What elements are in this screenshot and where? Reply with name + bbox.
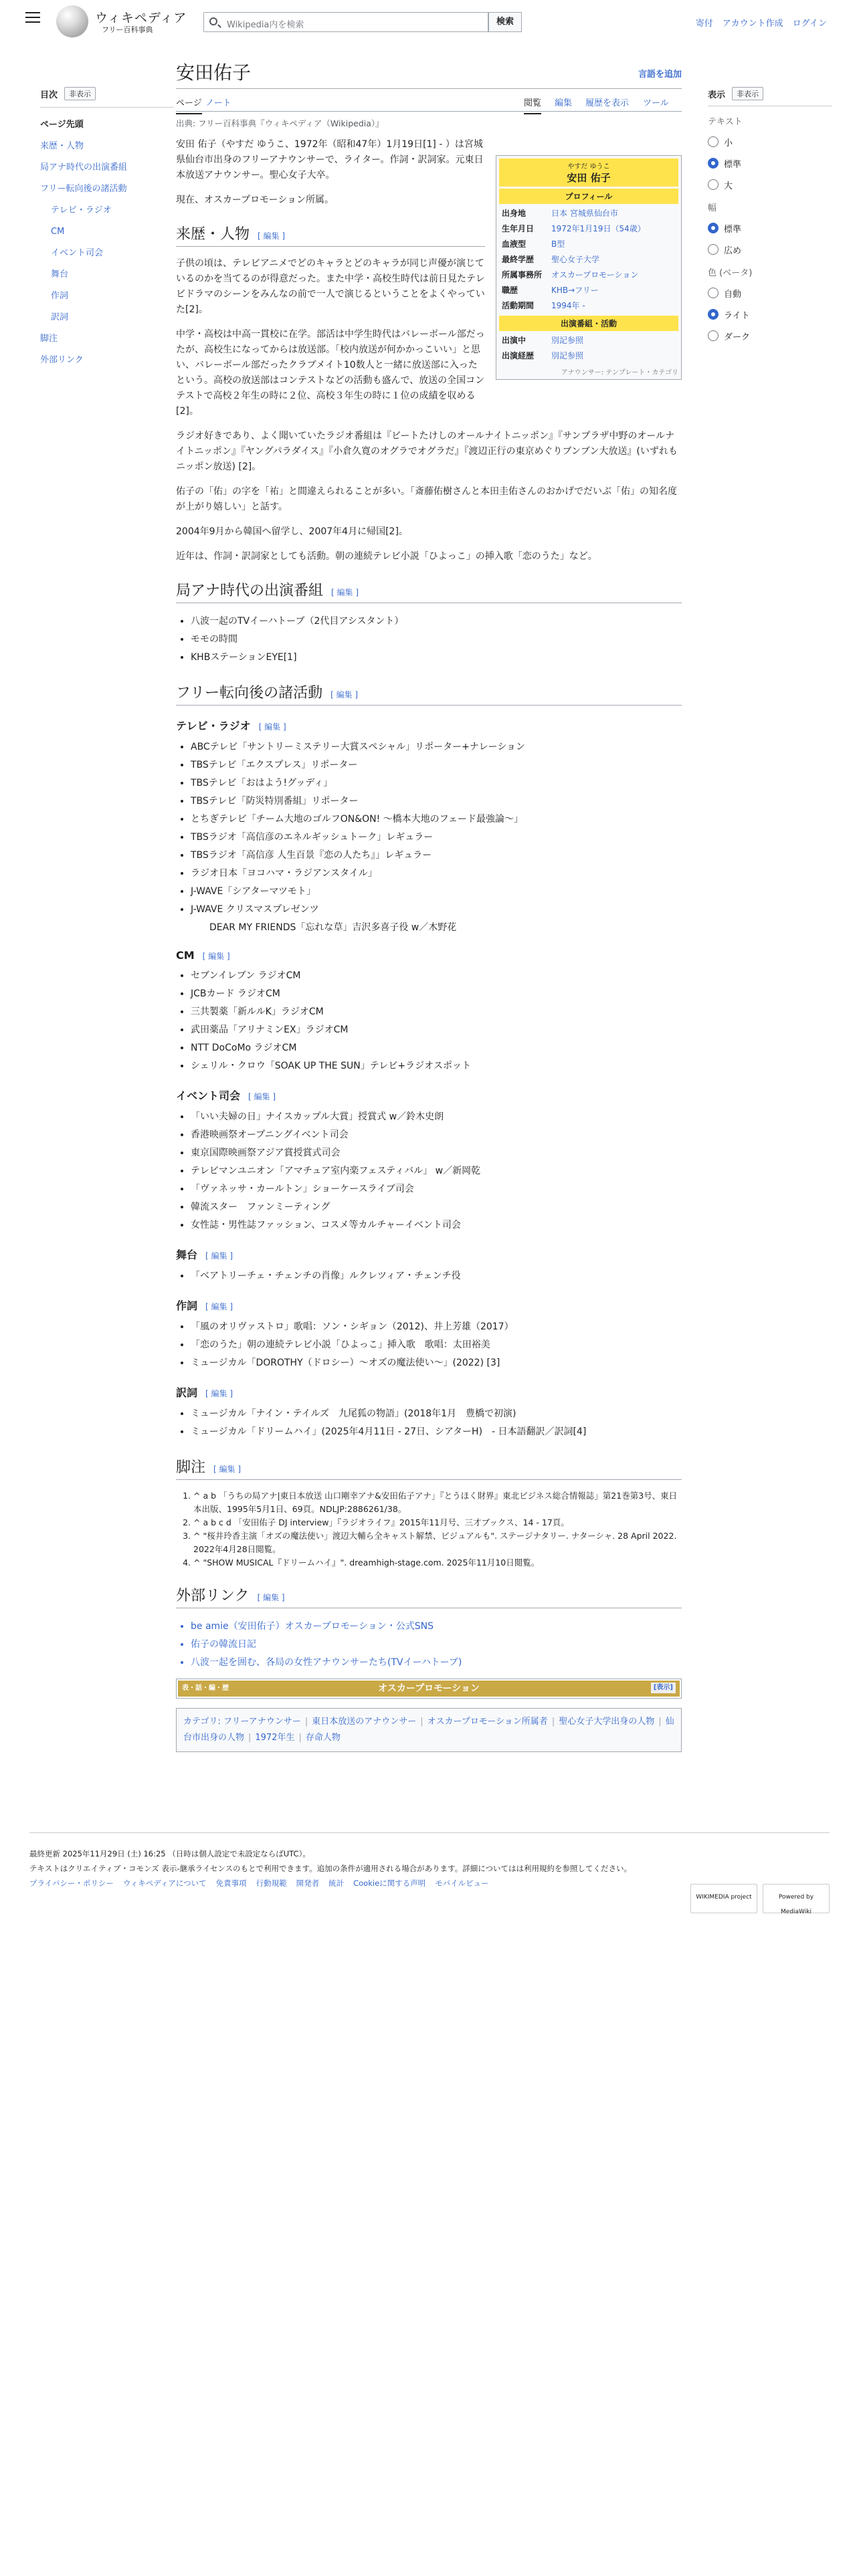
career-paragraph: ラジオ好きであり、よく聞いていたラジオ番組は『ビートたけしのオールナイトニッポン』『サンプラザ中野のオールナイトニッポン』『ヤングパラダイス』『小倉久寛のオグラでオグラだ』『渡辺正行の東京めぐりブンブン大放送』(いずれもニッポン放送) [2]。: [176, 431, 678, 472]
external-link[interactable]: • 八波一起を囲む、各局の女性アナウンサーたち(TVイーハトーブ): [191, 1654, 682, 1672]
infobox-row: [499, 237, 678, 252]
external-link[interactable]: • 佑子の韓流日記: [191, 1636, 682, 1654]
radio-option[interactable]: [708, 282, 832, 304]
radio-label: ダーク: [724, 332, 751, 342]
list-item: • 「ベアトリーチェ・チェンチの肖像」ルクレツィア・チェンチ役: [191, 1267, 682, 1285]
edit-link[interactable]: [ 編集 ]: [213, 1465, 242, 1474]
radio-label: 大: [724, 181, 733, 191]
edit-link[interactable]: [ 編集 ]: [205, 1302, 233, 1311]
tab-history[interactable]: 履歴を表示: [585, 98, 630, 108]
infobox-key: 所属事務所: [502, 270, 543, 280]
toc-item[interactable]: 訳詞: [51, 312, 69, 322]
section-cm: CM: [176, 949, 195, 962]
category-link[interactable]: 仙台市出身の人物: [183, 1717, 674, 1743]
add-language-button[interactable]: 言語を追加: [638, 70, 682, 80]
list-item: • 三共製薬「新ルルK」ラジオCM: [191, 1003, 682, 1021]
navbox: [176, 1679, 682, 1699]
infobox-nav[interactable]: アナウンサー: テンプレート・カテゴリ: [561, 369, 678, 377]
infobox-key: 出演経歴: [502, 351, 535, 360]
radio-button[interactable]: [708, 244, 719, 255]
infobox-key: 生年月日: [502, 224, 535, 233]
section-lyrics: 作詞: [176, 1299, 198, 1312]
tv-extra: DEAR MY FRIENDS「忘れな草」吉沢多喜子役 w／木野花: [209, 922, 457, 933]
list-item: • 韓流スター ファンミーティング: [191, 1198, 682, 1216]
infobox-activity-header: 出演番組・活動: [499, 316, 678, 331]
article: [176, 59, 682, 1752]
infobox-value[interactable]: 1972年1月19日（54歳）: [551, 224, 646, 233]
list-item: • TBSテレビ「防災特別番組」リポーター: [191, 792, 682, 811]
navbox-title[interactable]: オスカープロモーション: [377, 1683, 480, 1694]
infobox: [496, 155, 682, 380]
radio-option[interactable]: [708, 174, 832, 195]
radio-option[interactable]: [708, 152, 832, 174]
table-of-contents: [40, 87, 174, 371]
section-stage: 舞台: [176, 1249, 198, 1261]
infobox-row: [499, 267, 678, 283]
radio-button[interactable]: [708, 136, 719, 147]
footer-link[interactable]: ウィキペディアについて: [122, 1879, 207, 1888]
radio-label: 広め: [724, 245, 742, 256]
tab-edit[interactable]: 編集: [555, 98, 573, 108]
infobox-row: [499, 252, 678, 267]
infobox-row: [499, 348, 678, 364]
text-size-label: テキスト: [708, 117, 743, 127]
toc-item[interactable]: 舞台: [51, 270, 69, 280]
edit-link[interactable]: [ 編集 ]: [248, 1092, 276, 1101]
list-item: • 「いい夫婦の日」ナイスカップル大賞」授賞式 w／鈴木史朗: [191, 1108, 682, 1126]
radio-option[interactable]: [708, 304, 832, 325]
toc-item[interactable]: 外部リンク: [40, 355, 84, 365]
infobox-value[interactable]: 別記参照: [551, 351, 584, 360]
toc-item[interactable]: テレビ・ラジオ: [51, 205, 112, 215]
edit-link[interactable]: [ 編集 ]: [257, 1593, 285, 1602]
career-paragraph: 2004年9月から韓国へ留学し、2007年4月に帰国[2]。: [176, 526, 408, 537]
radio-label: ライト: [724, 310, 750, 321]
list-item: • KHBステーションEYE[1]: [191, 649, 682, 667]
toc-item[interactable]: 来歴・人物: [40, 141, 84, 151]
section-external: 外部リンク: [176, 1588, 250, 1604]
radio-label: 標準: [724, 224, 742, 235]
lead-paragraph: 安田 佑子（やすだ ゆうこ、1972年（昭和47年）1月19日[1] - ）は宮城県仙台市出身のフリーアナウンサーで、ライター。作詞・訳詞家。元東日本放送アナウンサー。聖心女子大卒。: [176, 139, 484, 181]
radio-label: 自動: [724, 289, 742, 300]
menu-icon[interactable]: [25, 12, 40, 23]
footer-link[interactable]: 免責事項: [215, 1879, 247, 1888]
edit-link[interactable]: [ 編集 ]: [330, 690, 359, 700]
reference-item: 3. ^ "桜井玲香主演「オズの魔法使い」渡辺大輔ら全キャスト解禁、ビジュアルも". ステージナタリー. ナターシャ. 28 April 2022. 2022年4月28日閲覧。: [193, 1529, 682, 1556]
wordmark[interactable]: ウィキペディア: [95, 11, 187, 25]
wikimedia-badge[interactable]: WIKIMEDIA project: [690, 1884, 757, 1913]
lead-paragraph-2: 現在、オスカープロモーション所属。: [176, 195, 335, 205]
external-link[interactable]: • be amie（安田佑子）オスカープロモーション・公式SNS: [191, 1618, 682, 1636]
list-item: • 女性誌・男性誌ファッション、コスメ等カルチャーイベント司会: [191, 1216, 682, 1235]
toc-item[interactable]: フリー転向後の諸活動: [40, 184, 127, 194]
footer-link[interactable]: Cookieに関する声明: [353, 1879, 426, 1888]
create-account-link[interactable]: アカウント作成: [722, 19, 783, 29]
infobox-key: 出演中: [502, 336, 527, 345]
list-item: • 「ヴァネッサ・カールトン」ショーケースライブ司会: [191, 1180, 682, 1198]
edit-link[interactable]: [ 編集 ]: [205, 1389, 233, 1398]
infobox-value[interactable]: KHB→フリー: [551, 286, 599, 295]
navbox-vte[interactable]: 表・話・編・歴: [182, 1685, 229, 1692]
radio-button[interactable]: [708, 288, 719, 298]
list-item: • 八波一起のTVイーハトーブ（2代目アシスタント）: [191, 613, 682, 631]
toc-item[interactable]: 作詞: [51, 291, 69, 301]
login-link[interactable]: ログイン: [792, 19, 827, 29]
section-notes: 脚注: [176, 1459, 206, 1476]
career-paragraph: 子供の頃は、テレビアニメでどのキャラとどのキャラが同じ声優が演じているのかを当てるのが得意だった。また中学・高校生時代は前日見たテレビドラマのシーンをみんなの前で一人で演じるということをよくやっていた[2]。: [176, 258, 485, 315]
edit-link[interactable]: [ 編集 ]: [202, 952, 230, 961]
toc-item[interactable]: イベント司会: [51, 248, 104, 258]
career-paragraph: 近年は、作詞・訳詞家としても活動。朝の連続テレビ小説「ひよっこ」の挿入歌「恋のうた」など。: [176, 551, 597, 562]
footer: [29, 1832, 830, 1915]
infobox-key: 出身地: [502, 209, 527, 218]
list-item: • テレビマンユニオン「アマチュア室内楽フェスティバル」 w／新岡乾: [191, 1162, 682, 1180]
infobox-profile-header: プロフィール: [499, 189, 678, 204]
appearance-panel: [708, 87, 832, 346]
infobox-value[interactable]: 別記参照: [551, 336, 584, 345]
section-career: 来歴・人物: [176, 226, 250, 243]
section-local: 局アナ時代の出演番組: [176, 582, 324, 599]
radio-option[interactable]: [708, 131, 832, 152]
infobox-value[interactable]: オスカープロモーション: [551, 270, 639, 280]
infobox-key: 最終学歴: [502, 255, 535, 264]
section-event: イベント司会: [176, 1089, 241, 1102]
list-item: • 香港映画祭オープニングイベント司会: [191, 1126, 682, 1144]
list-item: • ミュージカル「ドリームハイ」(2025年4月11日 - 27日、シアターH) - 日本語翻訳／訳詞[4]: [191, 1423, 682, 1441]
infobox-row: [499, 206, 678, 221]
list-item: • ミュージカル「DOROTHY（ドロシー）〜オズの魔法使い〜」(2022) [3]: [191, 1354, 682, 1372]
toc-item[interactable]: 局アナ時代の出演番組: [40, 163, 128, 173]
radio-label: 小: [724, 138, 733, 148]
radio-button[interactable]: [708, 179, 719, 190]
infobox-value[interactable]: 聖心女子大学: [551, 255, 600, 264]
page-title: 安田佑子: [176, 59, 682, 89]
list-item: • ラジオ日本「ヨコハマ・ラジアンスタイル」: [191, 865, 682, 883]
tab-tools[interactable]: ツール: [643, 98, 669, 108]
tab-talk[interactable]: ノート: [205, 98, 231, 108]
display-hide-button[interactable]: 非表示: [732, 87, 763, 100]
infobox-value[interactable]: B型: [551, 239, 565, 249]
list-item: • 武田薬品「アリナミンEX」ラジオCM: [191, 1021, 682, 1039]
reference-item: 2. ^ a b c d 「安田佑子 DJ interview」『ラジオライフ』2015年11月号、三才ブックス、14 - 17頁。: [193, 1516, 682, 1529]
list-item: • モモの時間: [191, 631, 682, 649]
toc-item[interactable]: ページ先頭: [40, 120, 84, 130]
infobox-row: [499, 221, 678, 237]
list-item: • 「恋のうた」朝の連続テレビ小説「ひよっこ」挿入歌 歌唱：太田裕美: [191, 1336, 682, 1354]
infobox-key: 活動期間: [502, 301, 535, 310]
edit-link[interactable]: [ 編集 ]: [258, 722, 286, 732]
list-item: • 東京国際映画祭アジア賞授賞式司会: [191, 1144, 682, 1162]
infobox-key: 血液型: [502, 239, 527, 249]
search-button[interactable]: 検索: [488, 12, 522, 32]
display-heading: 表示: [708, 90, 726, 100]
footer-link[interactable]: 統計: [328, 1879, 345, 1888]
list-item: • JCBカード ラジオCM: [191, 985, 682, 1003]
radio-button[interactable]: [708, 309, 719, 320]
footer-link[interactable]: モバイルビュー: [435, 1879, 489, 1888]
infobox-row: [499, 333, 678, 348]
list-item: • TBSラジオ「高信彦 人生百景『恋の人たち』」レギュラー: [191, 847, 682, 865]
toc-hide-button[interactable]: 非表示: [64, 87, 96, 100]
reference-item: 1. ^ a b 「うちの局アナ|東日本放送 山口剛幸アナ&安田佑子アナ」『とうほく財界』東北ビジネス総合情報誌」第21巻第3号、東日本出版、1995年5月1日、69頁。NDLJP:2886261/38。: [193, 1489, 682, 1516]
infobox-name: 安田 佑子: [567, 172, 611, 184]
category-link[interactable]: 存命人物: [305, 1733, 341, 1743]
donate-link[interactable]: 寄付: [695, 19, 713, 29]
tagline: フリー百科事典: [102, 25, 153, 34]
list-item: • NTT DoCoMo ラジオCM: [191, 1039, 682, 1057]
category-link[interactable]: カテゴリ: フリーアナウンサー: [183, 1717, 301, 1727]
toc-heading: 目次: [40, 90, 58, 100]
infobox-key: 職歴: [502, 286, 518, 295]
footer-link[interactable]: 行動規範: [256, 1879, 287, 1888]
navbox-show-button[interactable]: [表示]: [651, 1683, 676, 1693]
toc-item[interactable]: CM: [51, 227, 65, 237]
license-text: テキストはクリエイティブ・コモンズ 表示-継承ライセンスのもとで利用できます。追加の条件が適用される場合があります。詳細についてはは利用規約を参照してください。: [29, 1864, 632, 1873]
career-paragraph: 佑子の「佑」の字を「祐」と間違えられることが多い。「斎藤佑樹さんと本田圭佑さんのおかげでだいぶ「佑」の知名度が上がり嬉しい」と話す。: [176, 486, 677, 512]
list-item: • とちぎテレビ「チーム大地のゴルフON&ON! 〜橋本大地のフェード最強論〜」: [191, 811, 682, 829]
infobox-value[interactable]: 日本 宮城県仙台市: [551, 209, 618, 218]
wikipedia-logo[interactable]: [56, 5, 88, 37]
infobox-value[interactable]: 1994年 -: [551, 301, 585, 310]
section-free: フリー転向後の諸活動: [176, 685, 323, 702]
last-updated: 最終更新 2025年11月29日 (土) 16:25 （日時は個人設定で未設定ならばUTC）。: [29, 1849, 310, 1858]
page-tabs: [176, 89, 682, 112]
tab-read[interactable]: 閲覧: [524, 96, 541, 114]
radio-button[interactable]: [708, 158, 719, 169]
list-item: • TBSテレビ「エクスプレス」リポーター: [191, 756, 682, 774]
radio-button[interactable]: [708, 223, 719, 233]
color-label: 色 (ベータ): [708, 268, 753, 278]
footer-link[interactable]: 開発者: [296, 1879, 320, 1888]
search-input[interactable]: [203, 12, 488, 32]
category-link[interactable]: 東日本放送のアナウンサー: [312, 1717, 417, 1727]
list-item: • TBSラジオ「高信彦のエネルギッシュトーク」レギュラー: [191, 829, 682, 847]
category-link[interactable]: 1972年生: [255, 1733, 295, 1743]
list-item: • J-WAVE クリスマスプレゼンツ: [191, 901, 682, 919]
mediawiki-badge[interactable]: Powered by MediaWiki: [763, 1884, 830, 1913]
search-icon: [209, 17, 217, 25]
source-note: 出典: フリー百科事典『ウィキペディア（Wikipedia）』: [176, 118, 384, 128]
edit-link[interactable]: [ 編集 ]: [205, 1251, 233, 1261]
infobox-row: [499, 298, 678, 314]
category-link[interactable]: オスカープロモーション所属者: [427, 1717, 548, 1727]
career-paragraph: 中学・高校は中高一貫校に在学。部活は中学生時代はバレーボール部だったが、高校生になってからは放送部。「校内放送が何かかっこいい」と思い、バレーボール部だったクラブメイト10数人と一緒に放送部に入ったという。高校の放送部はコンテストなどの活動も盛んで、放送の全国コンテストで高校２年生の時に２位、高校３年生の時に１位の成績を収める[2]。: [176, 329, 485, 417]
radio-label: 標準: [724, 159, 742, 170]
list-item: • ミュージカル「ナイン・テイルズ 九尾狐の物語」(2018年1月 豊橋で初演): [191, 1405, 682, 1423]
edit-link[interactable]: [ 編集 ]: [258, 231, 286, 241]
reference-item: 4. ^ "SHOW MUSICAL『ドリームハイ』". dreamhigh-stage.com. 2025年11月10日閲覧。: [193, 1556, 682, 1570]
list-item: • TBSテレビ「おはよう!グッディ」: [191, 774, 682, 792]
list-item: • 「風のオリヴァストロ」歌唱：ソン・シギョン（2012)、井上芳雄（2017）: [191, 1318, 682, 1336]
infobox-row: [499, 283, 678, 298]
radio-option[interactable]: [708, 217, 832, 239]
category-box: カテゴリ: フリーアナウンサー | 東日本放送のアナウンサー | オスカープロモーション所属者 | 聖心女子大学出身の人物 | 仙台市出身の人物 | 1972年生 | 存命人物: [176, 1708, 682, 1752]
category-link[interactable]: 聖心女子大学出身の人物: [559, 1717, 655, 1727]
width-label: 幅: [708, 203, 717, 213]
radio-option[interactable]: [708, 239, 832, 260]
list-item: • シェリル・クロウ「SOAK UP THE SUN」テレビ+ラジオスポット: [191, 1057, 682, 1075]
tab-page[interactable]: ページ: [176, 96, 202, 114]
section-tv: テレビ・ラジオ: [176, 720, 251, 732]
list-item: • ABCテレビ「サントリーミステリー大賞スペシャル」リポーター+ナレーション: [191, 738, 682, 756]
user-links: [686, 16, 827, 29]
edit-link[interactable]: [ 編集 ]: [331, 588, 359, 597]
footer-link[interactable]: プライバシー・ポリシー: [29, 1879, 114, 1888]
list-item: • J-WAVE「シアターマツモト」: [191, 883, 682, 901]
list-item: • セブンイレブン ラジオCM: [191, 967, 682, 985]
site-header: [0, 0, 859, 43]
toc-item[interactable]: 脚注: [40, 334, 58, 344]
search-placeholder: Wikipedia内を検索: [227, 20, 304, 30]
section-trans: 訳詞: [176, 1386, 198, 1399]
radio-option[interactable]: [708, 325, 832, 346]
radio-button[interactable]: [708, 330, 719, 341]
infobox-ruby: やすだ ゆうこ: [567, 163, 610, 171]
